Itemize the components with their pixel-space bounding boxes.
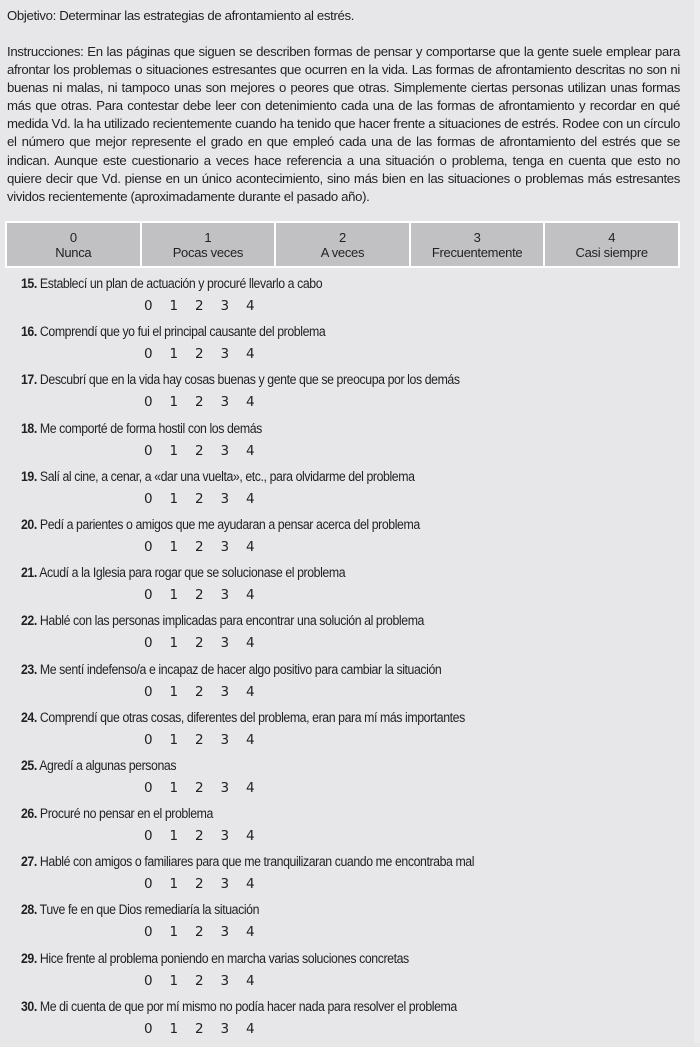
scale-value: 3	[473, 229, 481, 245]
objective-text: Objetivo: Determinar las estrategias de afrontamiento al estrés.	[7, 8, 355, 23]
answer-option-4[interactable]: 4	[246, 683, 255, 700]
answer-option-2[interactable]: 2	[195, 587, 204, 604]
question-item	[21, 999, 681, 1047]
answer-options	[144, 828, 272, 844]
question-number: 21.	[21, 565, 37, 581]
question-number: 30.	[21, 998, 37, 1014]
question-statement: Comprendí que otras cosas, diferentes del problema, eran para mí más importantes	[36, 709, 465, 725]
answer-option-3[interactable]: 3	[220, 972, 230, 989]
answer-option-0[interactable]: 0	[144, 1020, 153, 1037]
question-statement: Comprendí que yo fui el principal causante del problema	[36, 324, 326, 340]
answer-option-1[interactable]: 1	[169, 298, 179, 314]
question-item	[21, 613, 681, 661]
answer-option-0[interactable]: 0	[144, 442, 153, 459]
scale-cell-3	[411, 223, 544, 266]
answer-option-2[interactable]: 2	[195, 538, 204, 555]
answer-option-0[interactable]: 0	[144, 876, 153, 893]
answer-option-4[interactable]: 4	[246, 779, 255, 796]
answer-option-4[interactable]: 4	[246, 442, 255, 459]
answer-options	[144, 780, 272, 796]
response-scale-legend	[5, 221, 680, 268]
answer-option-4[interactable]: 4	[246, 346, 255, 363]
scale-label: Frecuentemente	[431, 244, 523, 260]
answer-option-1[interactable]: 1	[169, 731, 179, 748]
instructions-text: Instrucciones: En las páginas que siguen se describen formas de pensar y comportarse que la gente suele emplear para afrontar los problemas o situaciones estresantes que ocurren en la vida. Las formas de afrontamiento descritas no son ni buenas ni malas, ni tampoco unas son mejores o peores que otras. Simplemente ciertas personas utilizan unas formas más que otras. Para contestar debe leer con detenimiento cada una de las formas de afrontamiento y recordar en qué medida Vd. la ha utilizado recientemente cuando ha tenido que hacer frente a situaciones de estrés. Rodee con un círculo el número que mejor represente el grado en que empleó cada una de las formas de afrontamiento del estrés que se indican. Aunque este cuestionario a veces hace referencia a una situación o problema, tenga en cuenta que esto no quiere decir que Vd. piense en un único acontecimiento, sino más bien en las situaciones o problemas más estresantes vividos recientemente (aproximadamente durante el pasado año).	[7, 44, 680, 204]
answer-options	[144, 491, 272, 507]
answer-option-4[interactable]: 4	[246, 538, 255, 555]
question-text	[21, 421, 262, 436]
question-text	[21, 372, 460, 387]
question-text	[21, 854, 474, 869]
answer-option-0[interactable]: 0	[144, 298, 153, 314]
question-statement: Hablé con las personas implicadas para encontrar una solución al problema	[36, 613, 424, 629]
answer-option-4[interactable]: 4	[246, 298, 255, 314]
answer-option-2[interactable]: 2	[195, 683, 204, 700]
question-text	[21, 951, 409, 966]
scale-value: 2	[339, 229, 346, 245]
answer-option-3[interactable]: 3	[220, 876, 230, 893]
scale-label: A veces	[320, 244, 365, 260]
question-item	[21, 854, 681, 902]
question-text	[21, 565, 345, 580]
answer-option-1[interactable]: 1	[169, 828, 179, 845]
answer-option-1[interactable]: 1	[169, 972, 179, 989]
question-statement: Me comporté de forma hostil con los demás	[36, 420, 262, 436]
question-item	[21, 710, 681, 758]
answer-options	[144, 587, 272, 603]
answer-option-0[interactable]: 0	[144, 538, 153, 555]
answer-option-3[interactable]: 3	[220, 635, 230, 652]
answer-option-2[interactable]: 2	[195, 635, 204, 652]
answer-options	[144, 1021, 272, 1037]
answer-option-2[interactable]: 2	[195, 828, 204, 845]
question-number: 15.	[21, 276, 37, 291]
question-item	[21, 372, 681, 420]
question-text	[21, 806, 213, 821]
answer-option-2[interactable]: 2	[195, 924, 204, 941]
scale-value: 0	[69, 229, 77, 245]
answer-options	[144, 443, 272, 459]
scale-label: Nunca	[55, 244, 92, 260]
answer-option-2[interactable]: 2	[195, 394, 204, 411]
answer-option-0[interactable]: 0	[144, 346, 153, 363]
answer-option-3[interactable]: 3	[220, 779, 230, 796]
answer-options	[144, 635, 272, 651]
answer-option-4[interactable]: 4	[246, 876, 255, 893]
answer-options	[144, 346, 272, 362]
answer-option-0[interactable]: 0	[144, 779, 153, 796]
question-number: 29.	[21, 950, 37, 966]
question-number: 20.	[21, 516, 37, 532]
answer-option-2[interactable]: 2	[195, 442, 204, 459]
answer-option-1[interactable]: 1	[169, 779, 179, 796]
scale-value: 4	[608, 229, 616, 245]
answer-options	[144, 394, 272, 410]
answer-option-4[interactable]: 4	[246, 972, 255, 989]
question-text	[21, 758, 176, 773]
answer-option-2[interactable]: 2	[195, 1020, 204, 1037]
question-number: 18.	[21, 420, 37, 436]
answer-option-2[interactable]: 2	[195, 876, 204, 893]
question-text	[21, 517, 420, 532]
answer-option-1[interactable]: 1	[169, 538, 179, 555]
question-text	[21, 710, 465, 725]
answer-options	[144, 732, 272, 748]
page-edge	[694, 0, 700, 1043]
answer-option-1[interactable]: 1	[169, 394, 179, 411]
answer-option-4[interactable]: 4	[246, 394, 255, 411]
question-statement: Agredí a algunas personas	[36, 757, 177, 773]
answer-option-3[interactable]: 3	[220, 538, 230, 555]
answer-option-4[interactable]: 4	[246, 490, 255, 507]
question-statement: Establecí un plan de actuación y procuré llevarlo a cabo	[36, 276, 323, 291]
answer-option-4[interactable]: 4	[246, 828, 255, 845]
answer-option-0[interactable]: 0	[144, 394, 153, 411]
question-number: 17.	[21, 372, 37, 388]
scale-label: Pocas veces	[172, 244, 244, 260]
answer-option-0[interactable]: 0	[144, 587, 153, 604]
answer-option-3[interactable]: 3	[220, 346, 230, 363]
answer-option-3[interactable]: 3	[220, 683, 230, 700]
answer-option-0[interactable]: 0	[144, 972, 153, 989]
question-number: 22.	[21, 613, 37, 629]
question-text	[21, 902, 259, 917]
answer-option-0[interactable]: 0	[144, 490, 153, 507]
question-statement: Salí al cine, a cenar, a «dar una vuelta», etc., para olvidarme del problema	[36, 468, 415, 484]
question-item	[21, 806, 681, 854]
scale-cell-1	[142, 223, 275, 266]
answer-option-0[interactable]: 0	[144, 635, 153, 652]
answer-option-4[interactable]: 4	[246, 731, 255, 748]
answer-options	[144, 924, 272, 940]
question-item	[21, 276, 681, 324]
answer-options	[144, 539, 272, 555]
question-text	[21, 613, 424, 628]
question-item	[21, 902, 681, 950]
question-statement: Tuve fe en que Dios remediaría la situación	[36, 902, 260, 918]
answer-option-2[interactable]: 2	[195, 346, 204, 363]
answer-option-4[interactable]: 4	[246, 924, 255, 941]
answer-options	[144, 973, 272, 989]
answer-option-1[interactable]: 1	[169, 876, 179, 893]
answer-option-4[interactable]: 4	[246, 587, 255, 604]
answer-option-1[interactable]: 1	[169, 587, 179, 604]
answer-option-3[interactable]: 3	[220, 490, 230, 507]
question-number: 16.	[21, 324, 37, 340]
question-statement: Acudí a la Iglesia para rogar que se solucionase el problema	[36, 565, 346, 581]
answer-option-3[interactable]: 3	[220, 298, 230, 314]
question-number: 19.	[21, 468, 37, 484]
answer-option-3[interactable]: 3	[220, 924, 230, 941]
answer-option-0[interactable]: 0	[144, 828, 153, 845]
question-item	[21, 324, 681, 372]
answer-option-2[interactable]: 2	[195, 298, 204, 314]
answer-option-2[interactable]: 2	[195, 490, 204, 507]
answer-option-4[interactable]: 4	[246, 1020, 255, 1037]
question-number: 28.	[21, 902, 37, 918]
question-item	[21, 565, 681, 613]
answer-option-1[interactable]: 1	[169, 490, 179, 507]
scale-cell-0	[7, 223, 140, 266]
answer-option-2[interactable]: 2	[195, 972, 204, 989]
question-statement: Procuré no pensar en el problema	[36, 806, 213, 822]
scale-label: Casi siempre	[575, 244, 648, 260]
question-text	[21, 662, 441, 677]
question-number: 27.	[21, 854, 37, 870]
answer-option-1[interactable]: 1	[169, 635, 179, 652]
answer-option-3[interactable]: 3	[220, 394, 230, 411]
question-statement: Hablé con amigos o familiares para que me tranquilizaran cuando me encontraba mal	[36, 854, 475, 870]
scale-value: 1	[204, 229, 212, 245]
answer-options	[144, 876, 272, 892]
question-item	[21, 517, 681, 565]
question-statement: Descubrí que en la vida hay cosas buenas y gente que se preocupa por los demás	[36, 372, 460, 388]
question-number: 25.	[21, 757, 37, 773]
question-item	[21, 758, 681, 806]
answer-option-0[interactable]: 0	[144, 924, 153, 941]
answer-option-0[interactable]: 0	[144, 683, 153, 700]
answer-option-1[interactable]: 1	[169, 683, 179, 700]
question-item	[21, 662, 681, 710]
answer-option-1[interactable]: 1	[169, 924, 179, 941]
question-item	[21, 421, 681, 469]
question-number: 24.	[21, 709, 37, 725]
question-text	[21, 469, 415, 484]
answer-option-1[interactable]: 1	[169, 346, 179, 363]
answer-option-1[interactable]: 1	[169, 1020, 179, 1037]
question-item	[21, 469, 681, 517]
question-statement: Hice frente al problema poniendo en marcha varias soluciones concretas	[36, 950, 409, 966]
scale-cell-4	[545, 223, 678, 266]
answer-option-0[interactable]: 0	[144, 731, 153, 748]
answer-option-3[interactable]: 3	[220, 828, 230, 845]
answer-options	[144, 298, 272, 314]
answer-option-3[interactable]: 3	[220, 731, 230, 748]
question-text	[21, 324, 325, 339]
question-text	[21, 999, 457, 1014]
question-text	[21, 276, 322, 291]
answer-option-3[interactable]: 3	[220, 442, 230, 459]
answer-option-1[interactable]: 1	[169, 442, 179, 459]
question-statement: Me sentí indefenso/a e incapaz de hacer algo positivo para cambiar la situación	[36, 661, 442, 677]
scale-cell-2	[276, 223, 409, 266]
answer-option-2[interactable]: 2	[195, 731, 204, 748]
question-list	[21, 276, 681, 1047]
question-number: 23.	[21, 661, 37, 677]
answer-option-2[interactable]: 2	[195, 779, 204, 796]
answer-options	[144, 684, 272, 700]
question-statement: Me di cuenta de que por mí mismo no podía hacer nada para resolver el problema	[36, 998, 457, 1014]
answer-option-4[interactable]: 4	[246, 635, 255, 652]
answer-option-3[interactable]: 3	[220, 1020, 230, 1037]
question-number: 26.	[21, 806, 37, 822]
question-item	[21, 951, 681, 999]
answer-option-3[interactable]: 3	[220, 587, 230, 604]
question-statement: Pedí a parientes o amigos que me ayudaran a pensar acerca del problema	[36, 516, 420, 532]
